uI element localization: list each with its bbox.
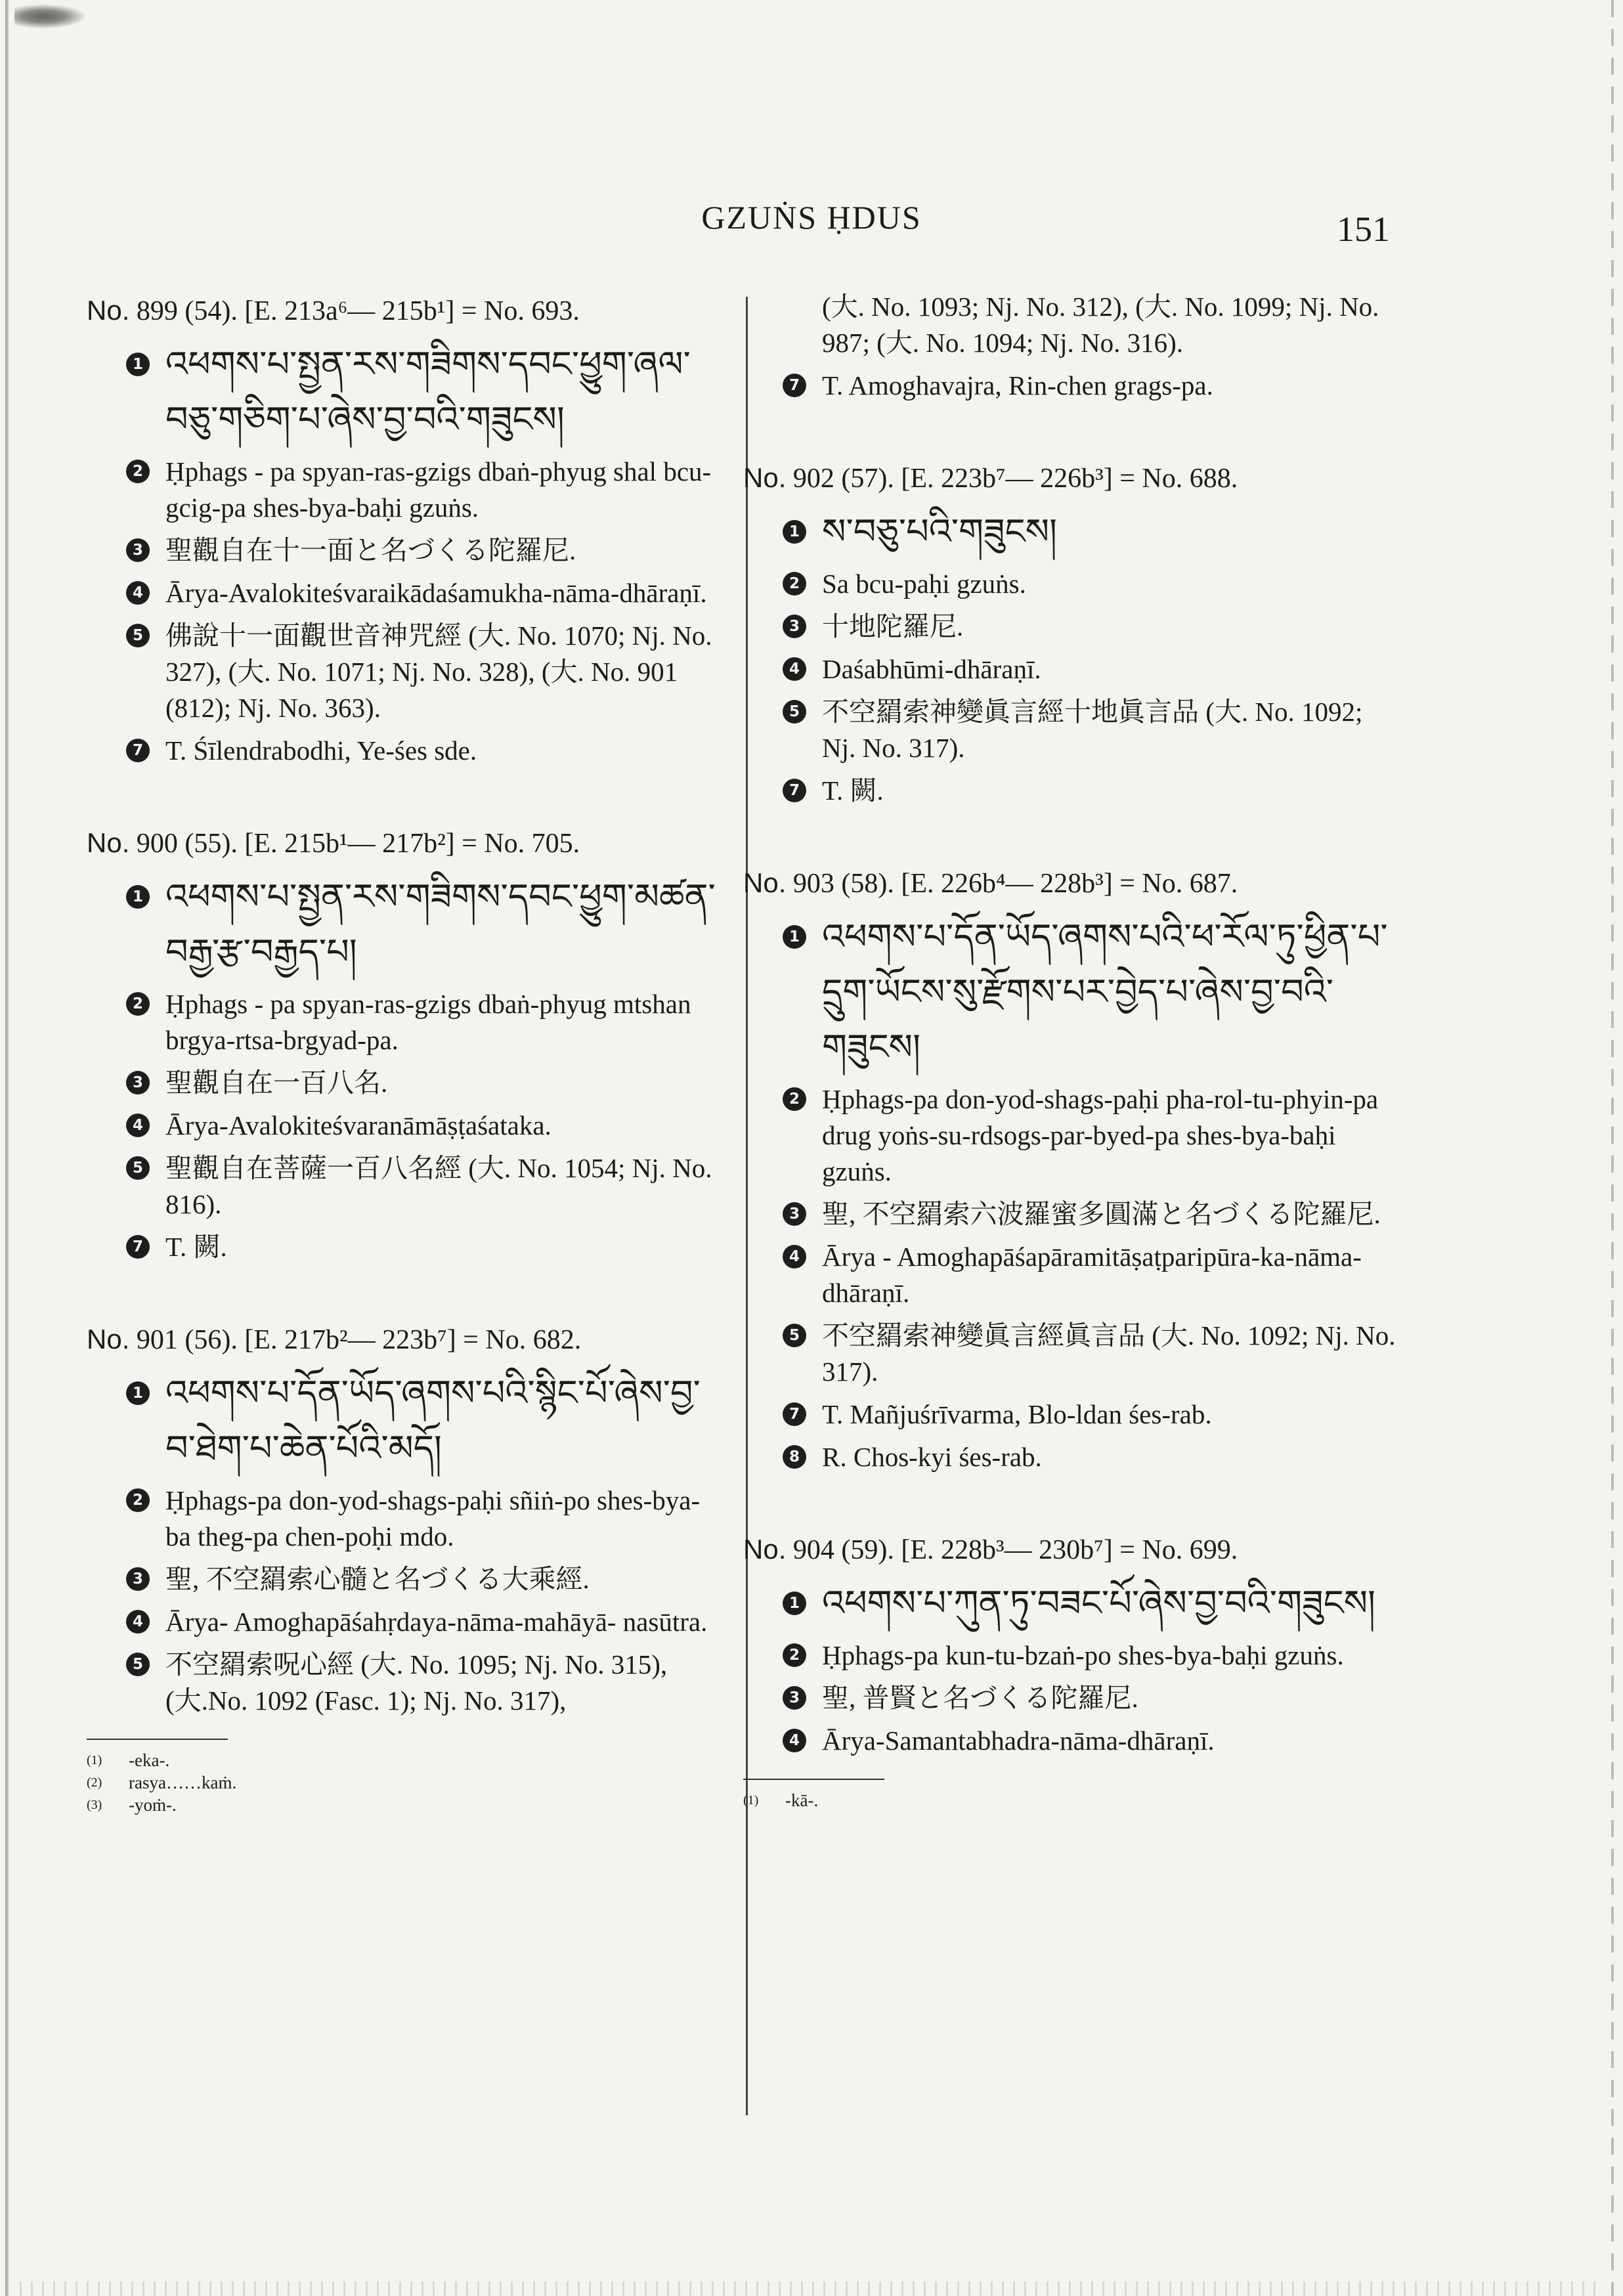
item-number-marker: 3 [126, 538, 150, 562]
item-text: 十地陀羅尼. [822, 611, 964, 641]
entry-item [87, 1604, 717, 1640]
item-text: Ārya-Avalokiteśvaraikādaśamukha-nāma-dhāraṇī. [165, 578, 707, 608]
footnote-text: -eka-. [129, 1750, 170, 1770]
entry-item [87, 337, 717, 447]
item-number-marker: 2 [126, 992, 150, 1016]
footnote [87, 1771, 717, 1794]
footnote [87, 1749, 717, 1771]
entry-item [743, 1723, 1400, 1759]
item-text: Ḥphags - pa spyan-ras-gzigs dbaṅ-phyug mtshan brgya-rtsa-brgyad-pa. [165, 989, 691, 1055]
item-number-marker: 1 [783, 520, 806, 544]
item-number-marker: 1 [783, 1592, 806, 1615]
entry-item [743, 1637, 1400, 1674]
tibetan-title: འཕགས་པ་སྤྱན་རས་གཟིགས་དབང་ཕྱུག་མཚན་བརྒྱ་རྩ་བརྒྱད་པ། [165, 877, 716, 972]
entry-item [743, 368, 1400, 404]
entry-item [87, 1150, 717, 1223]
item-number-marker: 7 [126, 1235, 150, 1259]
entry-item [87, 1561, 717, 1597]
entry-item [87, 575, 717, 611]
entry-gap [743, 815, 1400, 861]
entry-item [743, 694, 1400, 766]
item-number-marker: 3 [783, 1686, 806, 1710]
footnote [743, 1789, 1400, 1811]
item-text: T. 闕. [822, 775, 884, 806]
item-text: T. Śīlendrabodhi, Ye-śes sde. [165, 735, 477, 766]
entry-item [743, 1680, 1400, 1716]
item-number-marker: 4 [126, 581, 150, 605]
catalog-reference: 901 (56). [E. 217b²— 223b⁷] = No. 682. [129, 1325, 582, 1355]
entry-item [743, 289, 1400, 361]
entry-item [743, 651, 1400, 687]
entry-heading [743, 861, 1400, 905]
item-number-marker: 5 [126, 1653, 150, 1676]
entry-gap [87, 775, 717, 821]
item-number-marker: 5 [783, 1324, 806, 1347]
page-number: 151 [1337, 209, 1390, 249]
item-text: Ḥphags-pa don-yod-shags-paḥi sñiṅ-po shes-bya-ba theg-pa chen-poḥi mdo. [165, 1485, 701, 1551]
entry-item [743, 1318, 1400, 1390]
catalog-number-label: No. [743, 867, 787, 898]
catalog-reference: 904 (59). [E. 228b³— 230b⁷] = No. 699. [786, 1535, 1238, 1565]
entry-item [743, 504, 1400, 559]
item-text: Ārya - Amoghapāśapāramitāṣaṭparipūra-ka-nāma-dhāraṇī. [822, 1242, 1362, 1308]
item-text: T. 闕. [165, 1232, 227, 1262]
item-number-marker: 7 [126, 739, 150, 762]
entry-item [87, 1483, 717, 1555]
entry-item [87, 1108, 717, 1144]
scan-edge-left [5, 0, 9, 2296]
item-text: Ḥphags - pa spyan-ras-gzigs dbaṅ-phyug shal bcu-gcig-pa shes-bya-baḥi gzuṅs. [165, 456, 712, 523]
item-text: Sa bcu-paḥi gzuṅs. [822, 569, 1026, 599]
catalog-reference: 902 (57). [E. 223b⁷— 226b³] = No. 688. [786, 464, 1238, 494]
entry-gap [743, 410, 1400, 456]
item-number-marker: 2 [783, 572, 806, 596]
item-text: 聖, 不空羂索心髓と名づくる大乘經. [165, 1564, 590, 1594]
item-text: 聖, 不空羂索六波羅蜜多圓滿と名づくる陀羅尼. [822, 1199, 1381, 1229]
entry-item [743, 1239, 1400, 1311]
item-number-marker: 7 [783, 374, 806, 397]
entry-item [87, 1366, 717, 1476]
item-number-marker: 2 [783, 1087, 806, 1111]
catalog-reference: 903 (58). [E. 226b⁴— 228b³] = No. 687. [786, 869, 1238, 899]
item-number-marker: 4 [126, 1114, 150, 1137]
scan-edge-right [1611, 0, 1614, 2296]
entry-heading [87, 1318, 717, 1362]
item-text: 聖觀自在菩薩一百八名經 (大. No. 1054; Nj. No. 816). [165, 1153, 712, 1219]
item-text: T. Mañjuśrīvarma, Blo-ldan śes-rab. [822, 1399, 1212, 1429]
item-text: R. Chos-kyi śes-rab. [822, 1442, 1042, 1472]
entry-item [743, 1397, 1400, 1433]
item-number-marker: 4 [783, 1245, 806, 1268]
footnote-mark: (1) [87, 1753, 102, 1767]
item-text: Ārya- Amoghapāśahṛdaya-nāma-mahāyā- nasūtra. [165, 1607, 708, 1637]
item-text: 佛說十一面觀世音神咒經 (大. No. 1070; Nj. No. 327), (大. No. 1071; Nj. No. 328), (大. No. 901 (812); Nj. No. 363). [165, 620, 712, 723]
entry-item [87, 618, 717, 726]
entry-item [87, 733, 717, 769]
catalog-number-label: No. [87, 295, 130, 326]
item-text: T. Amoghavajra, Rin-chen grags-pa. [822, 370, 1213, 401]
item-number-marker: 3 [126, 1071, 150, 1094]
catalog-reference: 900 (55). [E. 215b¹— 217b²] = No. 705. [129, 829, 580, 859]
tibetan-title: ས་བཅུ་པའི་གཟུངས། [822, 512, 1058, 552]
right-column [743, 289, 1400, 1811]
footnote-mark: (2) [87, 1775, 102, 1790]
entry-item [87, 1229, 717, 1265]
scan-smudge [14, 4, 87, 29]
catalog-number-label: No. [743, 462, 787, 493]
item-number-marker: 5 [126, 1156, 150, 1180]
item-text: Ārya-Samantabhadra-nāma-dhāraṇī. [822, 1725, 1215, 1756]
item-text: 聖觀自在十一面と名づくる陀羅尼. [165, 535, 576, 565]
footnote-text: rasya……kaṁ. [129, 1773, 237, 1792]
footnote-mark: (1) [743, 1793, 759, 1808]
item-number-marker: 3 [783, 1202, 806, 1226]
entry-item [87, 986, 717, 1058]
item-number-marker: 1 [126, 885, 150, 909]
catalog-number-label: No. [743, 1534, 787, 1565]
footnote [87, 1794, 717, 1816]
entry-item [87, 454, 717, 526]
item-number-marker: 5 [126, 624, 150, 647]
entry-item [743, 773, 1400, 809]
item-text: 聖觀自在一百八名. [165, 1068, 388, 1098]
entry-heading [743, 1528, 1400, 1572]
tibetan-title: འཕགས་པ་དོན་ཡོད་ཞགས་པའི་ཕ་རོལ་ཏུ་ཕྱིན་པ་དྲུག་ཡོངས་སུ་རྫོགས་པར་བྱེད་པ་ཞེས་བྱ་བའི་གཟུངས། [822, 917, 1388, 1067]
item-number-marker: 3 [783, 615, 806, 638]
entry-heading [743, 456, 1400, 500]
item-text: Ārya-Avalokiteśvaranāmāṣṭaśataka. [165, 1110, 552, 1140]
entry-item [743, 609, 1400, 645]
footnote-text: -yoṁ-. [129, 1795, 177, 1815]
item-text: 不空羂索神變眞言經眞言品 (大. No. 1092; Nj. No. 317). [822, 1320, 1396, 1387]
footnote-text: -kā-. [785, 1790, 819, 1810]
footnote-mark: (3) [87, 1798, 102, 1812]
item-number-marker: 8 [783, 1445, 806, 1469]
tibetan-title: འཕགས་པ་དོན་ཡོད་ཞགས་པའི་སྙིང་པོ་ཞེས་བྱ་བ་ཐེག་པ་ཆེན་པོའི་མདོ། [165, 1374, 701, 1468]
entry-item [87, 869, 717, 980]
entry-item [743, 1576, 1400, 1631]
entry-item [87, 1647, 717, 1719]
entry-gap [87, 1272, 717, 1318]
item-number-marker: 1 [783, 925, 806, 949]
tibetan-title: འཕགས་པ་ཀུན་ཏུ་བཟང་པོ་ཞེས་བྱ་བའི་གཟུངས། [822, 1584, 1376, 1623]
entry-item [87, 532, 717, 569]
entry-item [743, 1081, 1400, 1190]
entry-item [743, 909, 1400, 1075]
item-number-marker: 1 [126, 1381, 150, 1405]
item-text: Ḥphags-pa kun-tu-bzaṅ-po shes-bya-baḥi gzuṅs. [822, 1640, 1344, 1670]
item-number-marker: 7 [783, 779, 806, 802]
running-title: GZUṄS ḤDUS [701, 199, 922, 236]
catalog-number-label: No. [87, 1324, 130, 1354]
item-text: 不空羂索神變眞言經十地眞言品 (大. No. 1092; Nj. No. 317). [822, 697, 1363, 763]
entry-heading [87, 821, 717, 865]
entry-gap [743, 1482, 1400, 1528]
item-number-marker: 7 [783, 1402, 806, 1426]
entry-item [743, 566, 1400, 602]
item-text: 聖, 普賢と名づくる陀羅尼. [822, 1683, 1138, 1713]
item-number-marker: 1 [126, 353, 150, 376]
footnote-rule [743, 1779, 884, 1780]
item-text: (大. No. 1093; Nj. No. 312), (大. No. 1099; Nj. No. 987; (大. No. 1094; Nj. No. 316). [822, 292, 1379, 358]
catalog-number-label: No. [87, 827, 130, 858]
scan-bottom-noise [20, 2282, 1597, 2296]
left-column [87, 289, 717, 1816]
item-text: Daśabhūmi-dhāraṇī. [822, 654, 1041, 684]
entry-item [743, 1196, 1400, 1232]
item-number-marker: 2 [783, 1643, 806, 1667]
item-text: Ḥphags-pa don-yod-shags-paḥi pha-rol-tu-phyin-pa drug yoṅs-su-rdsogs-par-byed-pa shes-bya-baḥi gzuṅs. [822, 1084, 1379, 1186]
entry-heading [87, 289, 717, 333]
item-number-marker: 4 [783, 1729, 806, 1752]
item-number-marker: 4 [783, 657, 806, 681]
item-number-marker: 3 [126, 1567, 150, 1591]
item-number-marker: 2 [126, 1488, 150, 1512]
item-text: 不空羂索呪心經 (大. No. 1095; Nj. No. 315), (大.No. 1092 (Fasc. 1); Nj. No. 317), [165, 1649, 668, 1716]
entry-item [87, 1065, 717, 1101]
item-number-marker: 4 [126, 1610, 150, 1634]
item-number-marker: 2 [126, 460, 150, 483]
catalog-reference: 899 (54). [E. 213a⁶— 215b¹] = No. 693. [129, 296, 580, 326]
item-number-marker: 5 [783, 700, 806, 724]
footnote-rule [87, 1739, 228, 1740]
entry-item [743, 1439, 1400, 1475]
tibetan-title: འཕགས་པ་སྤྱན་རས་གཟིགས་དབང་ཕྱུག་ཞལ་བཅུ་གཅིག་པ་ཞེས་བྱ་བའི་གཟུངས། [165, 345, 691, 439]
